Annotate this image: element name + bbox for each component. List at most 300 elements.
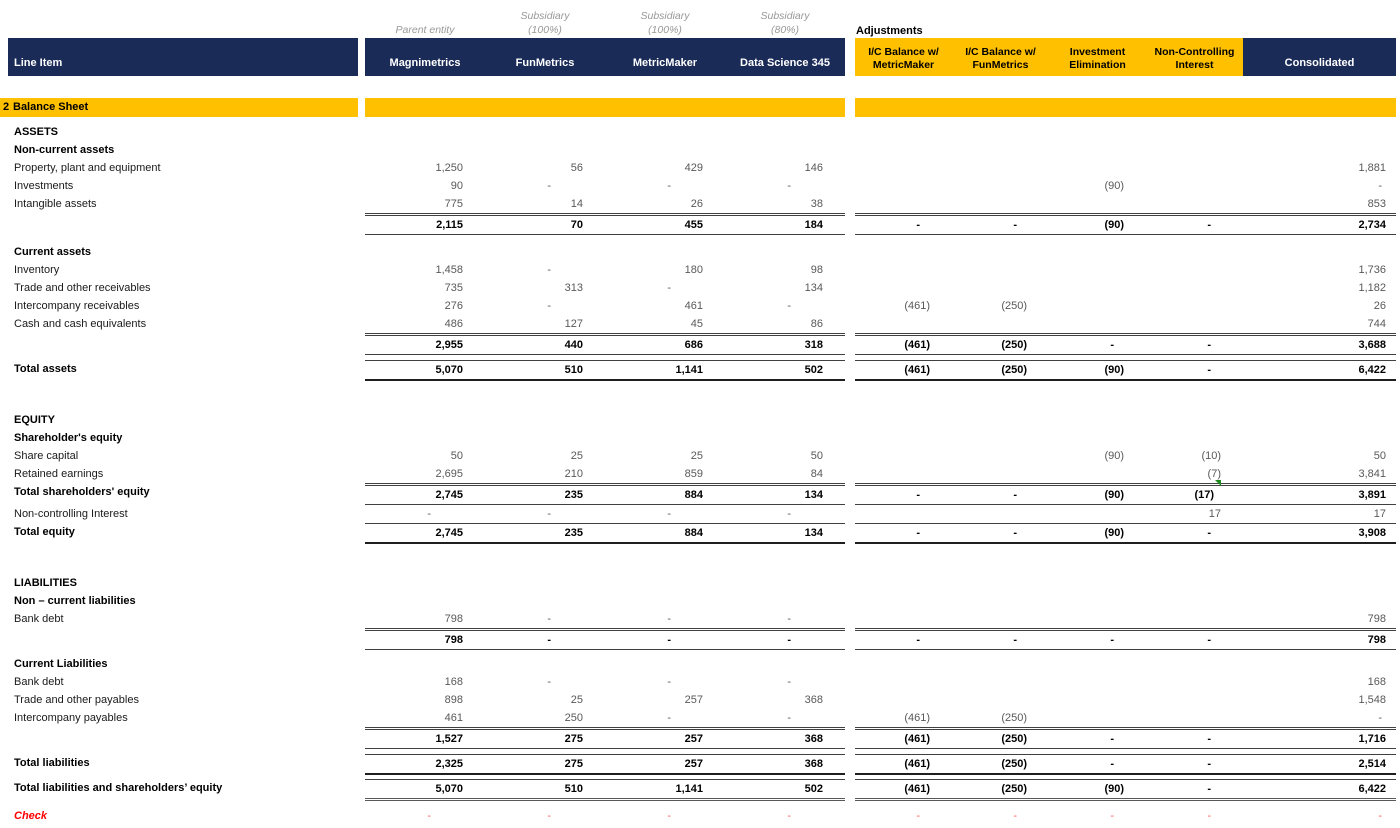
cell-ic_balance_metricmaker[interactable] [855, 261, 952, 279]
cell-consolidated[interactable]: 853 [1367, 198, 1386, 210]
cell-consolidated[interactable]: 6,422 [1243, 779, 1396, 801]
table-row [0, 779, 1400, 801]
cell-ic_balance_funmetrics[interactable]: (250) [952, 779, 1049, 801]
cell-funmetrics[interactable]: 56 [570, 162, 583, 174]
cell-funmetrics[interactable]: - [547, 810, 551, 822]
cell-ic_balance_funmetrics[interactable]: (250) [1001, 712, 1027, 724]
cell-ic_balance_metricmaker[interactable]: - [855, 483, 952, 505]
row-label[interactable] [8, 333, 358, 355]
table-row [0, 483, 1400, 505]
cell-magnimetrics[interactable]: 50 [450, 450, 463, 462]
cell-metricmaker[interactable]: - [667, 613, 671, 625]
table-row [0, 727, 1400, 749]
header-ic-balance-metricmaker[interactable]: I/C Balance w/ MetricMaker [855, 38, 952, 76]
cell-ic_balance_funmetrics[interactable]: (250) [952, 333, 1049, 355]
cell-funmetrics[interactable]: 510 [485, 360, 605, 381]
header-investment-elimination[interactable]: Investment Elimination [1049, 38, 1146, 76]
cell-consolidated[interactable]: 50 [1373, 450, 1386, 462]
cell-magnimetrics[interactable]: 735 [444, 282, 463, 294]
row-label[interactable]: Non – current liabilities [14, 595, 136, 607]
cell-ic_balance_metricmaker[interactable] [855, 177, 952, 195]
cell-consolidated[interactable]: 1,736 [1358, 264, 1386, 276]
cell-consolidated[interactable]: - [1378, 712, 1382, 724]
cell-metricmaker[interactable]: 455 [605, 213, 725, 235]
cell-investment_elimination[interactable]: (90) [1104, 450, 1124, 462]
cell-datascience345[interactable]: - [787, 613, 791, 625]
cell-investment_elimination[interactable] [1049, 279, 1146, 297]
row-label[interactable]: Share capital [14, 450, 79, 462]
cell-magnimetrics[interactable]: 2,695 [435, 468, 463, 480]
cell-ic_balance_funmetrics[interactable] [952, 505, 1049, 523]
row-label[interactable] [8, 727, 358, 749]
cell-ic_balance_metricmaker[interactable] [855, 505, 952, 523]
cell-consolidated[interactable]: 798 [1243, 628, 1396, 650]
header-datascience345[interactable]: Data Science 345 [725, 38, 845, 76]
cell-magnimetrics[interactable]: 2,115 [365, 213, 485, 235]
row-spacer [0, 381, 1400, 411]
cell-metricmaker[interactable]: 180 [684, 264, 703, 276]
cell-investment_elimination[interactable]: (90) [1049, 360, 1146, 381]
cell-consolidated[interactable]: 2,514 [1243, 754, 1396, 775]
cell-magnimetrics[interactable]: 798 [444, 613, 463, 625]
cell-funmetrics[interactable]: 14 [570, 198, 583, 210]
cell-magnimetrics[interactable]: 898 [444, 694, 463, 706]
cell-non_controlling_interest[interactable] [1146, 261, 1243, 279]
cell-ic_balance_funmetrics[interactable] [952, 691, 1049, 709]
cell-funmetrics[interactable]: 440 [485, 333, 605, 355]
cell-investment_elimination[interactable]: - [1049, 727, 1146, 749]
row-label[interactable]: Bank debt [14, 676, 64, 688]
cell-consolidated[interactable]: 3,891 [1243, 483, 1396, 505]
cell-funmetrics[interactable]: - [547, 508, 551, 520]
note-subsidiary-funmetrics[interactable]: Subsidiary (100%) [520, 10, 570, 36]
table-row [0, 610, 1400, 628]
cell-non_controlling_interest[interactable]: (17) [1146, 483, 1243, 505]
cell-magnimetrics[interactable]: 276 [444, 300, 463, 312]
cell-funmetrics[interactable]: - [547, 264, 551, 276]
cell-metricmaker[interactable]: 461 [684, 300, 703, 312]
row-label[interactable]: Total assets [14, 363, 77, 375]
row-label[interactable]: Total equity [14, 526, 75, 538]
cell-consolidated[interactable]: 2,734 [1243, 213, 1396, 235]
cell-datascience345[interactable]: 134 [725, 523, 845, 544]
cell-non_controlling_interest[interactable]: - [1146, 628, 1243, 650]
table-row [0, 195, 1400, 213]
cell-ic_balance_metricmaker[interactable]: (461) [904, 712, 930, 724]
cell-non_controlling_interest[interactable] [1146, 691, 1243, 709]
cell-ic_balance_metricmaker[interactable]: (461) [855, 779, 952, 801]
cell-magnimetrics[interactable]: 486 [444, 318, 463, 330]
cell-non_controlling_interest[interactable]: - [1146, 360, 1243, 381]
cell-metricmaker[interactable]: - [667, 282, 671, 294]
cell-ic_balance_metricmaker[interactable]: (461) [855, 360, 952, 381]
cell-magnimetrics[interactable]: 2,745 [365, 523, 485, 544]
cell-magnimetrics[interactable]: 2,325 [365, 754, 485, 775]
cell-investment_elimination[interactable]: (90) [1049, 779, 1146, 801]
cell-funmetrics[interactable]: 70 [485, 213, 605, 235]
cell-magnimetrics[interactable]: 1,250 [435, 162, 463, 174]
cell-funmetrics[interactable]: - [547, 180, 551, 192]
section-number: 2 [3, 101, 10, 113]
cell-ic_balance_metricmaker[interactable]: - [916, 810, 920, 822]
cell-datascience345[interactable]: 38 [810, 198, 823, 210]
cell-magnimetrics[interactable]: 2,745 [365, 483, 485, 505]
cell-ic_balance_metricmaker[interactable] [855, 673, 952, 691]
cell-ic_balance_funmetrics[interactable]: (250) [1001, 300, 1027, 312]
row-label[interactable]: Current Liabilities [14, 658, 108, 670]
cell-non_controlling_interest[interactable]: - [1146, 333, 1243, 355]
cell-investment_elimination[interactable] [1049, 673, 1146, 691]
header-funmetrics[interactable]: FunMetrics [485, 38, 605, 76]
cell-ic_balance_metricmaker[interactable] [855, 195, 952, 213]
cell-non_controlling_interest[interactable]: (7) [1207, 468, 1221, 480]
row-label[interactable]: Non-current assets [14, 144, 115, 156]
cell-ic_balance_metricmaker[interactable] [855, 159, 952, 177]
cell-magnimetrics[interactable]: 775 [444, 198, 463, 210]
cell-consolidated[interactable]: - [1378, 810, 1382, 822]
cell-metricmaker[interactable]: 257 [605, 727, 725, 749]
cell-metricmaker[interactable]: - [667, 810, 671, 822]
cell-consolidated[interactable]: 6,422 [1243, 360, 1396, 381]
header-non-controlling-interest[interactable]: Non-Controlling Interest [1146, 38, 1243, 76]
cell-metricmaker[interactable]: 257 [684, 694, 703, 706]
cell-investment_elimination[interactable] [1049, 261, 1146, 279]
cell-investment_elimination[interactable] [1049, 297, 1146, 315]
adjustments-group-label[interactable]: Adjustments [856, 25, 923, 37]
cell-metricmaker[interactable]: 859 [684, 468, 703, 480]
row-label[interactable]: Property, plant and equipment [14, 162, 161, 174]
cell-ic_balance_funmetrics[interactable] [952, 177, 1049, 195]
cell-metricmaker[interactable]: - [605, 628, 725, 650]
table-row [0, 333, 1400, 355]
cell-metricmaker[interactable]: 26 [690, 198, 703, 210]
table-row [0, 673, 1400, 691]
table-row [0, 574, 1400, 592]
cell-datascience345[interactable]: 86 [810, 318, 823, 330]
cell-non_controlling_interest[interactable]: - [1146, 727, 1243, 749]
cell-ic_balance_metricmaker[interactable] [855, 691, 952, 709]
cell-investment_elimination[interactable]: - [1049, 333, 1146, 355]
cell-non_controlling_interest[interactable] [1146, 159, 1243, 177]
note-subsidiary-datascience[interactable]: Subsidiary (80%) [760, 10, 810, 36]
cell-datascience345[interactable]: 98 [810, 264, 823, 276]
row-label[interactable]: Trade and other receivables [14, 282, 151, 294]
cell-ic_balance_metricmaker[interactable] [855, 279, 952, 297]
section-title: Balance Sheet [13, 101, 89, 113]
cell-datascience345[interactable]: 146 [804, 162, 823, 174]
row-label[interactable]: Shareholder's equity [14, 432, 123, 444]
cell-funmetrics[interactable]: 275 [485, 727, 605, 749]
cell-ic_balance_funmetrics[interactable]: - [1013, 810, 1017, 822]
cell-magnimetrics[interactable]: 1,458 [435, 264, 463, 276]
column-notes [0, 3, 1400, 37]
row-label[interactable]: LIABILITIES [14, 577, 77, 589]
table-row [0, 213, 1400, 235]
balance-sheet-table [0, 123, 1400, 825]
cell-ic_balance_funmetrics[interactable]: (250) [952, 360, 1049, 381]
cell-non_controlling_interest[interactable]: - [1146, 213, 1243, 235]
table-row [0, 411, 1400, 429]
cell-datascience345[interactable]: - [787, 508, 791, 520]
row-label[interactable]: Non-controlling Interest [14, 508, 128, 520]
table-row [0, 592, 1400, 610]
row-label[interactable]: Total shareholders' equity [14, 486, 150, 498]
row-label[interactable]: Check [14, 810, 48, 822]
cell-datascience345[interactable]: 368 [725, 754, 845, 775]
cell-datascience345[interactable]: - [787, 712, 791, 724]
cell-ic_balance_metricmaker[interactable] [855, 447, 952, 465]
cell-consolidated[interactable]: 168 [1367, 676, 1386, 688]
cell-datascience345[interactable]: - [787, 300, 791, 312]
cell-funmetrics[interactable]: 127 [564, 318, 583, 330]
cell-datascience345[interactable]: - [787, 676, 791, 688]
cell-investment_elimination[interactable]: (90) [1104, 180, 1124, 192]
cell-ic_balance_funmetrics[interactable]: - [952, 628, 1049, 650]
cell-non_controlling_interest[interactable] [1146, 610, 1243, 628]
cell-funmetrics[interactable]: 25 [570, 694, 583, 706]
cell-non_controlling_interest[interactable]: 17 [1208, 508, 1221, 520]
cell-metricmaker[interactable]: - [667, 508, 671, 520]
row-label[interactable]: Bank debt [14, 613, 64, 625]
cell-datascience345[interactable]: 84 [810, 468, 823, 480]
cell-metricmaker[interactable]: 45 [690, 318, 703, 330]
cell-consolidated[interactable]: - [1378, 180, 1382, 192]
cell-funmetrics[interactable]: 250 [564, 712, 583, 724]
cell-ic_balance_funmetrics[interactable]: (250) [952, 727, 1049, 749]
row-label[interactable]: ASSETS [14, 126, 59, 138]
cell-investment_elimination[interactable] [1049, 709, 1146, 727]
cell-non_controlling_interest[interactable] [1146, 709, 1243, 727]
cell-funmetrics[interactable]: - [547, 676, 551, 688]
table-row [0, 655, 1400, 673]
cell-consolidated[interactable]: 744 [1367, 318, 1386, 330]
cell-investment_elimination[interactable]: - [1049, 754, 1146, 775]
cell-funmetrics[interactable]: 235 [485, 483, 605, 505]
cell-consolidated[interactable]: 1,716 [1243, 727, 1396, 749]
cell-non_controlling_interest[interactable] [1146, 177, 1243, 195]
cell-funmetrics[interactable]: 313 [564, 282, 583, 294]
row-label[interactable]: Retained earnings [14, 468, 104, 480]
row-label[interactable]: Total liabilities and shareholders’ equity [14, 782, 223, 794]
table-row [0, 177, 1400, 195]
cell-investment_elimination[interactable] [1049, 465, 1146, 483]
cell-investment_elimination[interactable]: (90) [1049, 523, 1146, 544]
cell-datascience345[interactable]: 318 [725, 333, 845, 355]
cell-ic_balance_funmetrics[interactable]: - [952, 483, 1049, 505]
row-label[interactable]: Current assets [14, 246, 92, 258]
row-label[interactable] [8, 213, 358, 235]
cell-ic_balance_metricmaker[interactable]: (461) [855, 333, 952, 355]
cell-metricmaker[interactable]: 25 [690, 450, 703, 462]
cell-magnimetrics[interactable]: 461 [444, 712, 463, 724]
cell-datascience345[interactable]: 368 [804, 694, 823, 706]
table-row [0, 429, 1400, 447]
cell-non_controlling_interest[interactable]: - [1146, 754, 1243, 775]
cell-datascience345[interactable]: 134 [804, 282, 823, 294]
row-label[interactable]: Inventory [14, 264, 60, 276]
header-magnimetrics[interactable]: Magnimetrics [365, 38, 485, 76]
header-metricmaker[interactable]: MetricMaker [605, 38, 725, 76]
row-label[interactable]: Trade and other payables [14, 694, 139, 706]
cell-ic_balance_metricmaker[interactable] [855, 315, 952, 333]
cell-magnimetrics[interactable]: 798 [365, 628, 485, 650]
cell-non_controlling_interest[interactable] [1146, 315, 1243, 333]
cell-investment_elimination[interactable] [1049, 610, 1146, 628]
cell-datascience345[interactable]: 50 [810, 450, 823, 462]
cell-investment_elimination[interactable]: - [1049, 628, 1146, 650]
cell-magnimetrics[interactable]: 5,070 [365, 779, 485, 801]
cell-ic_balance_metricmaker[interactable]: - [855, 213, 952, 235]
row-label[interactable]: EQUITY [14, 414, 55, 426]
cell-funmetrics[interactable]: 275 [485, 754, 605, 775]
table-row [0, 159, 1400, 177]
cell-magnimetrics[interactable]: - [427, 508, 431, 520]
table-row [0, 709, 1400, 727]
cell-ic_balance_metricmaker[interactable]: - [855, 523, 952, 544]
table-row [0, 447, 1400, 465]
table-row [0, 315, 1400, 333]
cell-consolidated[interactable]: 1,182 [1358, 282, 1386, 294]
section-bar-entities-segment [365, 98, 845, 117]
cell-magnimetrics[interactable]: 90 [450, 180, 463, 192]
cell-funmetrics[interactable]: - [485, 628, 605, 650]
cell-metricmaker[interactable]: - [667, 712, 671, 724]
cell-non_controlling_interest[interactable]: - [1146, 523, 1243, 544]
cell-ic_balance_funmetrics[interactable]: (250) [952, 754, 1049, 775]
cell-metricmaker[interactable]: - [667, 180, 671, 192]
cell-investment_elimination[interactable] [1049, 159, 1146, 177]
table-row [0, 691, 1400, 709]
header-ic-balance-funmetrics[interactable]: I/C Balance w/ FunMetrics [952, 38, 1049, 76]
cell-ic_balance_metricmaker[interactable]: (461) [855, 727, 952, 749]
table-row [0, 465, 1400, 483]
cell-non_controlling_interest[interactable]: - [1146, 779, 1243, 801]
row-label[interactable]: Investments [14, 180, 74, 192]
cell-consolidated[interactable]: 3,841 [1358, 468, 1386, 480]
table-row [0, 505, 1400, 523]
cell-metricmaker[interactable]: 1,141 [605, 360, 725, 381]
row-label[interactable] [8, 628, 358, 650]
cell-magnimetrics[interactable]: 5,070 [365, 360, 485, 381]
cell-magnimetrics[interactable]: 2,955 [365, 333, 485, 355]
table-row [0, 279, 1400, 297]
cell-datascience345[interactable]: 502 [725, 779, 845, 801]
cell-investment_elimination[interactable]: (90) [1049, 483, 1146, 505]
cell-metricmaker[interactable]: 1,141 [605, 779, 725, 801]
cell-ic_balance_funmetrics[interactable] [952, 261, 1049, 279]
cell-consolidated[interactable]: 1,881 [1358, 162, 1386, 174]
header-consolidated[interactable]: Consolidated [1243, 38, 1396, 76]
note-parent-entity[interactable]: Parent entity [395, 23, 455, 36]
row-label[interactable]: Cash and cash equivalents [14, 318, 147, 330]
cell-consolidated[interactable]: 26 [1373, 300, 1386, 312]
cell-magnimetrics[interactable]: - [427, 810, 431, 822]
cell-investment_elimination[interactable]: (90) [1049, 213, 1146, 235]
formula-warning-icon [1215, 480, 1221, 486]
cell-funmetrics[interactable]: 510 [485, 779, 605, 801]
cell-metricmaker[interactable]: - [667, 676, 671, 688]
cell-ic_balance_funmetrics[interactable]: - [952, 523, 1049, 544]
cell-ic_balance_funmetrics[interactable] [952, 279, 1049, 297]
section-bar-balance-sheet[interactable] [0, 98, 1400, 117]
cell-ic_balance_funmetrics[interactable] [952, 610, 1049, 628]
header-line-item[interactable]: Line Item [8, 38, 358, 76]
cell-consolidated[interactable]: 798 [1367, 613, 1386, 625]
cell-investment_elimination[interactable] [1049, 315, 1146, 333]
cell-datascience345[interactable]: 368 [725, 727, 845, 749]
table-row [0, 754, 1400, 775]
cell-ic_balance_metricmaker[interactable]: (461) [904, 300, 930, 312]
cell-investment_elimination[interactable] [1049, 691, 1146, 709]
table-row [0, 243, 1400, 261]
cell-investment_elimination[interactable] [1049, 195, 1146, 213]
cell-ic_balance_funmetrics[interactable] [952, 195, 1049, 213]
cell-ic_balance_metricmaker[interactable]: (461) [855, 754, 952, 775]
note-subsidiary-metricmaker[interactable]: Subsidiary (100%) [640, 10, 690, 36]
cell-ic_balance_funmetrics[interactable] [952, 465, 1049, 483]
table-row [0, 523, 1400, 544]
cell-funmetrics[interactable]: 235 [485, 523, 605, 544]
cell-funmetrics[interactable]: - [547, 613, 551, 625]
cell-non_controlling_interest[interactable]: - [1207, 810, 1211, 822]
row-label[interactable]: Intercompany receivables [14, 300, 140, 312]
row-label[interactable]: Total liabilities [14, 757, 90, 769]
cell-consolidated[interactable]: 1,548 [1358, 694, 1386, 706]
cell-funmetrics[interactable]: 210 [564, 468, 583, 480]
cell-datascience345[interactable]: 184 [725, 213, 845, 235]
cell-non_controlling_interest[interactable]: (10) [1201, 450, 1221, 462]
cell-non_controlling_interest[interactable] [1146, 195, 1243, 213]
cell-metricmaker[interactable]: 429 [684, 162, 703, 174]
cell-ic_balance_metricmaker[interactable] [855, 465, 952, 483]
table-header-row [0, 38, 1400, 76]
cell-consolidated[interactable]: 17 [1373, 508, 1386, 520]
cell-metricmaker[interactable]: 884 [605, 483, 725, 505]
row-label[interactable]: Intangible assets [14, 198, 97, 210]
cell-non_controlling_interest[interactable] [1146, 279, 1243, 297]
cell-metricmaker[interactable]: 686 [605, 333, 725, 355]
cell-ic_balance_funmetrics[interactable]: - [952, 213, 1049, 235]
cell-ic_balance_funmetrics[interactable] [952, 447, 1049, 465]
cell-non_controlling_interest[interactable] [1146, 673, 1243, 691]
cell-investment_elimination[interactable] [1049, 505, 1146, 523]
cell-ic_balance_funmetrics[interactable] [952, 673, 1049, 691]
cell-datascience345[interactable]: - [787, 810, 791, 822]
cell-datascience345[interactable]: - [725, 628, 845, 650]
cell-investment_elimination[interactable]: - [1110, 810, 1114, 822]
row-label[interactable]: Intercompany payables [14, 712, 128, 724]
table-row [0, 297, 1400, 315]
cell-datascience345[interactable]: 134 [725, 483, 845, 505]
cell-ic_balance_funmetrics[interactable] [952, 315, 1049, 333]
row-spacer [0, 235, 1400, 243]
cell-ic_balance_funmetrics[interactable] [952, 159, 1049, 177]
cell-magnimetrics[interactable]: 168 [444, 676, 463, 688]
section-bar-adjustments-segment [855, 98, 1396, 117]
cell-datascience345[interactable]: 502 [725, 360, 845, 381]
cell-metricmaker[interactable]: 884 [605, 523, 725, 544]
cell-consolidated[interactable]: 3,908 [1243, 523, 1396, 544]
cell-funmetrics[interactable]: - [547, 300, 551, 312]
cell-ic_balance_metricmaker[interactable] [855, 610, 952, 628]
cell-magnimetrics[interactable]: 1,527 [365, 727, 485, 749]
cell-consolidated[interactable]: 3,688 [1243, 333, 1396, 355]
cell-datascience345[interactable]: - [787, 180, 791, 192]
cell-non_controlling_interest[interactable] [1146, 297, 1243, 315]
cell-ic_balance_metricmaker[interactable]: - [855, 628, 952, 650]
cell-funmetrics[interactable]: 25 [570, 450, 583, 462]
cell-metricmaker[interactable]: 257 [605, 754, 725, 775]
